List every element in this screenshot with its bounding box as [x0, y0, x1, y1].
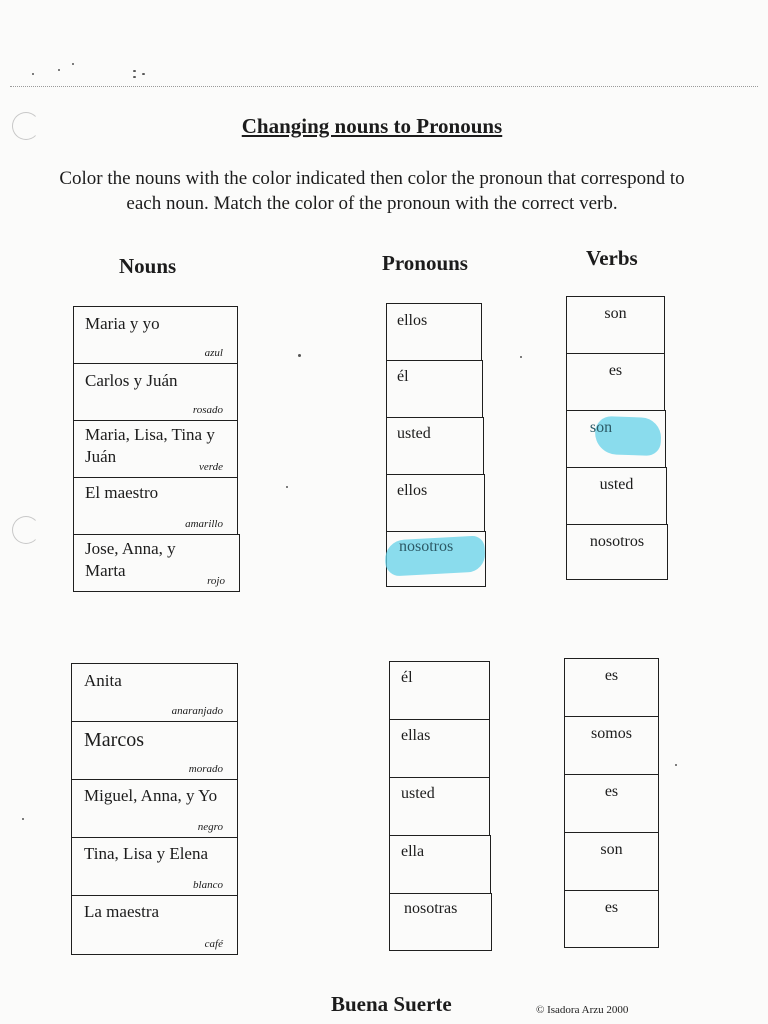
- verb-cell: [566, 467, 667, 525]
- verb-cell: [564, 658, 659, 717]
- verb-cell: [564, 832, 659, 891]
- scan-speck: [298, 354, 301, 357]
- pronoun-cell: [389, 835, 491, 894]
- instructions: [30, 166, 714, 216]
- punch-hole-mark: [12, 516, 40, 544]
- pronoun-text: ellos: [397, 482, 428, 499]
- pronouns-header: Pronouns: [382, 251, 468, 275]
- pronoun-text: usted: [401, 785, 435, 802]
- nouns-header: Nouns: [119, 254, 177, 278]
- instructions-line-1: Color the nouns with the color indicated then color the pronoun that correspond to: [59, 168, 685, 189]
- verb-cell: [566, 353, 665, 411]
- verb-text: es: [604, 667, 619, 684]
- noun-color-label: anaranjado: [171, 705, 223, 717]
- verb-text: son: [600, 841, 623, 858]
- verb-text: es: [604, 899, 619, 916]
- pronoun-cell: [386, 303, 482, 361]
- scan-speck: [520, 356, 522, 358]
- pronoun-cell: [386, 474, 485, 532]
- noun-cell: [73, 306, 238, 364]
- copyright-text: © Isadora Arzu 2000: [536, 1004, 629, 1016]
- pronoun-cell: [386, 531, 486, 587]
- scan-line: [10, 86, 758, 87]
- instructions-line-2: each noun. Match the color of the pronoun with the correct verb.: [126, 193, 618, 214]
- noun-cell: [71, 895, 238, 955]
- pronoun-text: usted: [397, 425, 431, 442]
- noun-color-label: verde: [198, 461, 223, 473]
- scan-speck: [58, 69, 60, 71]
- buena-suerte-text: Buena Suerte: [331, 992, 452, 1016]
- verb-cell: [566, 296, 665, 354]
- noun-text: La maestra: [84, 902, 160, 921]
- pronoun-cell: [386, 417, 484, 475]
- noun-color-label: rojo: [207, 575, 225, 587]
- noun-color-label: azul: [204, 347, 223, 359]
- verb-text: son: [604, 305, 627, 322]
- noun-text: Tina, Lisa y Elena: [84, 844, 209, 863]
- verb-cell: [564, 890, 659, 948]
- verb-cell: [566, 410, 666, 468]
- scan-speck: [22, 818, 24, 820]
- pronoun-text: nosotros: [399, 538, 454, 555]
- pronoun-text: ellas: [401, 727, 431, 744]
- verb-text: somos: [591, 725, 632, 742]
- pronoun-cell: [389, 719, 490, 778]
- verb-text: usted: [599, 476, 634, 493]
- noun-color-label: blanco: [193, 879, 223, 891]
- noun-text: Miguel, Anna, y Yo: [84, 786, 218, 805]
- noun-cell: [71, 779, 238, 838]
- verb-cell: [564, 716, 659, 775]
- pronoun-cell: [389, 661, 490, 720]
- noun-text: Maria, Lisa, Tina y Juán: [85, 425, 215, 466]
- verb-text: es: [604, 783, 619, 800]
- noun-text: Jose, Anna, y Marta: [85, 539, 176, 580]
- noun-cell: [71, 837, 238, 896]
- noun-cell: [71, 721, 238, 780]
- noun-text: Carlos y Juán: [85, 371, 178, 390]
- noun-color-label: morado: [188, 763, 223, 775]
- noun-color-label: rosado: [192, 404, 223, 416]
- noun-cell: [73, 477, 238, 535]
- verb-text: es: [608, 362, 623, 379]
- pronoun-text: él: [397, 368, 409, 385]
- worksheet-title: Changing nouns to Pronouns: [241, 114, 503, 138]
- verb-cell: [564, 774, 659, 833]
- noun-color-label: negro: [197, 821, 223, 833]
- noun-cell: [73, 534, 240, 592]
- noun-text: El maestro: [85, 483, 159, 502]
- pronoun-cell: [386, 360, 483, 418]
- verb-cell: [566, 524, 668, 580]
- noun-cell: [73, 363, 238, 421]
- pronoun-text: ella: [401, 843, 425, 860]
- scan-speck: [133, 70, 136, 72]
- pronoun-cell: [389, 893, 492, 951]
- verbs-header: Verbs: [586, 246, 638, 270]
- pronoun-cell: [389, 777, 490, 836]
- scan-speck: [32, 73, 34, 75]
- verb-text: son: [589, 419, 613, 436]
- pronoun-text: nosotras: [404, 900, 458, 917]
- noun-cell: [71, 663, 238, 722]
- scan-speck: [142, 73, 145, 75]
- scan-speck: [133, 76, 136, 78]
- noun-text: Marcos: [84, 729, 144, 751]
- pronoun-text: él: [401, 669, 413, 686]
- scan-speck: [286, 486, 288, 488]
- noun-text: Anita: [84, 671, 122, 690]
- noun-text: Maria y yo: [85, 314, 160, 333]
- scan-speck: [675, 764, 677, 766]
- noun-color-label: café: [204, 938, 223, 950]
- scan-speck: [72, 63, 74, 65]
- pronoun-text: ellos: [397, 312, 428, 329]
- verb-text: nosotros: [589, 533, 645, 550]
- noun-cell: [73, 420, 238, 478]
- noun-color-label: amarillo: [185, 518, 223, 530]
